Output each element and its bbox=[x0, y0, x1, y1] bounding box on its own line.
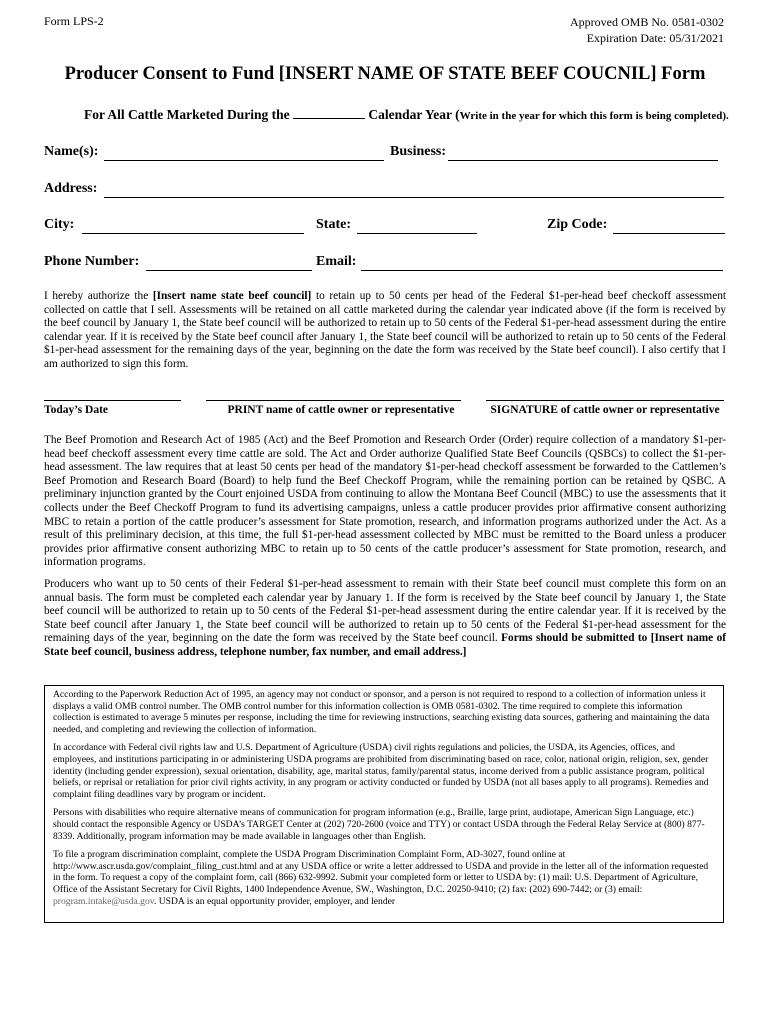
submission-instructions: Forms should be submitted to [Insert name of State beef council, business address, telephone number, fax number, and email address.] bbox=[44, 632, 726, 658]
state-field[interactable] bbox=[357, 233, 477, 234]
city-field[interactable] bbox=[82, 233, 304, 234]
address-label: Address: bbox=[44, 181, 98, 196]
year-prefix: For All Cattle Marketed During the bbox=[84, 107, 290, 122]
year-suffix: Calendar Year ( bbox=[368, 107, 460, 122]
email-link[interactable]: program.intake@usda.gov bbox=[53, 895, 154, 907]
expiration-date: Expiration Date: 05/31/2021 bbox=[586, 31, 724, 45]
print-name-line[interactable] bbox=[206, 400, 461, 401]
names-field[interactable] bbox=[104, 160, 384, 161]
civil-rights-notice: In accordance with Federal civil rights law and U.S. Department of Agriculture (USDA) civil rights regulations and policies, the USDA, its Agencies, offices, and employees, and institutions participating in or administering USDA programs are prohibited from discriminating based on race, color, national origin, religion, sex, gender identity (including gender expression), sexual orientation, disability, age, marital status, family/parental status, income derived from a public assistance program, political beliefs, or reprisal or retaliation for prior civil rights activity, in any program or activity conducted or funded by USDA (not all bases apply to all programs). Remedies and complaint filing deadlines vary by program or incident. bbox=[53, 742, 709, 800]
producers-paragraph: Producers who want up to 50 cents of their Federal $1-per-head assessment to remain with their State beef council must complete this form on an annual basis. The form must be completed each calendar year by January 1. If the form is received by the State beef council by January 1, the State beef council will be authorized to retain up to 50 cents of the Federal $1-per-head assessment during the entire calendar year. If it is received by the State beef council after January 1, the State beef council will be authorized to retain up to 50 cents of the Federal $1-per-head assessment for the remaining days of the year, beginning on the date the form was received by the State beef council. Forms should be submitted to [Insert name of State beef council, business address, telephone number, fax number, and email address.] bbox=[44, 578, 726, 658]
zip-label: Zip Code: bbox=[547, 217, 608, 232]
year-note: Write in the year for which this form is being completed). bbox=[459, 110, 729, 122]
phone-label: Phone Number: bbox=[44, 254, 140, 269]
state-label: State: bbox=[316, 217, 351, 232]
paperwork-reduction-notice: According to the Paperwork Reduction Act of 1995, an agency may not conduct or sponsor, and a person is not required to respond to a collection of information unless it displays a valid OMB control number. The OMB control number for this information collection is OMB 0581-0302. The time required to complete this information collection is estimated to average 5 minutes per response, including the time for reviewing instructions, searching existing data sources, gathering and maintaining the data needed, and completing and reviewing the collection of information. bbox=[53, 689, 710, 735]
omb-info bbox=[570, 14, 724, 46]
names-label: Name(s): bbox=[44, 144, 99, 159]
todays-date-label: Today’s Date bbox=[44, 404, 109, 416]
form-title: Producer Consent to Fund [INSERT NAME OF STATE BEEF COUCNIL] Form bbox=[64, 64, 706, 84]
phone-field[interactable] bbox=[146, 270, 312, 271]
city-label: City: bbox=[44, 217, 75, 232]
date-sign-line[interactable] bbox=[44, 400, 181, 401]
signature-label: SIGNATURE of cattle owner or representative bbox=[490, 404, 720, 416]
authorization-paragraph: I hereby authorize the [Insert name state beef council] to retain up to 50 cents per head of the Federal $1-per-head beef checkoff assessment collected on cattle that I sell. Assessments will be retained on all cattle marketed during the calendar year indicated above (if the form is received by the beef council by January 1, the State beef council will be authorized to retain up to 50 cents of the Federal $1-per-head assessment during the entire calendar year. If it is received by the State beef council after January 1, the State beef council will be authorized to retain up to 50 cents of the Federal $1-per-head assessment for the remaining days of the year, beginning on the date the form was received by the State beef council). I also certify that I am authorized to sign this form. bbox=[44, 290, 727, 370]
year-field[interactable] bbox=[293, 106, 365, 119]
complaint-notice: To file a program discrimination complaint, complete the USDA Program Discrimination Complaint Form, AD-3027, found online at http://www.ascr.usda.gov/complaint_filing_cust.html and at any USDA office or write a letter addressed to USDA and provide in the letter all of the information requested in the form. To request a copy of the complaint form, call (866) 632-9992. Submit your completed form or letter to USDA by: (1) mail: U.S. Department of Agriculture, Office of the Assistant Secretary for Civil Rights, 1400 Independence Avenue, SW., Washington, D.C. 20250-9410; (2) fax: (202) 690-7442; or (3) email: program.intake@usda.gov. USDA is an equal opportunity provider, employer, and lender bbox=[53, 849, 709, 907]
business-field[interactable] bbox=[448, 160, 718, 161]
print-name-label: PRINT name of cattle owner or representative bbox=[227, 404, 455, 416]
business-label: Business: bbox=[390, 144, 447, 159]
state-council-placeholder: [Insert name state beef council] bbox=[152, 290, 312, 302]
form-id: Form LPS-2 bbox=[44, 14, 104, 28]
address-field[interactable] bbox=[104, 197, 724, 198]
usda-notice-box bbox=[44, 685, 724, 923]
calendar-year-line bbox=[84, 106, 729, 123]
zip-field[interactable] bbox=[613, 233, 725, 234]
act-paragraph: The Beef Promotion and Research Act of 1985 (Act) and the Beef Promotion and Research Order (Order) require collection of a mandatory $1-per-head beef checkoff assessment every time cattle are sold. The Act and Order authorize Qualified State Beef Councils (QSBCs) to collect the $1-per-head assessment. The law requires that at least 50 cents per head of the mandatory $1-per-head checkoff assessment be forwarded to the Cattlemen’s Beef Promotion and Research Board (Board) to help fund the Beef Checkoff Program, while the remaining portion can be retained by QSBC. A preliminary injunction granted by the Court enjoined USDA from continuing to allow the Montana Beef Council (MBC) to use the assessments that it collects under the Beef Checkoff Program to fund its advertising campaigns, unless a cattle producer provides prior affirmative consent authorizing MBC to retain a portion of the cattle producer’s assessment for State promotion, research, and information programs authorized under the Act. As a result of this preliminary decision, at this time, the full $1-per-head assessment collected by MBC must be remitted to the Board unless a producer provides prior affirmative consent authorizing MBC to retain up to 50 cents of the cattle producer’s assessment for State promotion, research, and information programs. bbox=[44, 434, 726, 569]
omb-number: Approved OMB No. 0581-0302 bbox=[570, 15, 724, 29]
email-field[interactable] bbox=[361, 270, 723, 271]
signature-line[interactable] bbox=[486, 400, 724, 401]
disabilities-notice: Persons with disabilities who require alternative means of communication for program information (e.g., Braille, large print, audiotape, American Sign Language, etc.) should contact the responsible Agency or USDA’s TARGET Center at (202) 720-2600 (voice and TTY) or contact USDA through the Federal Relay Service at (800) 877-8339. Additionally, program information may be made available in languages other than English. bbox=[53, 807, 705, 842]
email-label: Email: bbox=[316, 254, 357, 269]
